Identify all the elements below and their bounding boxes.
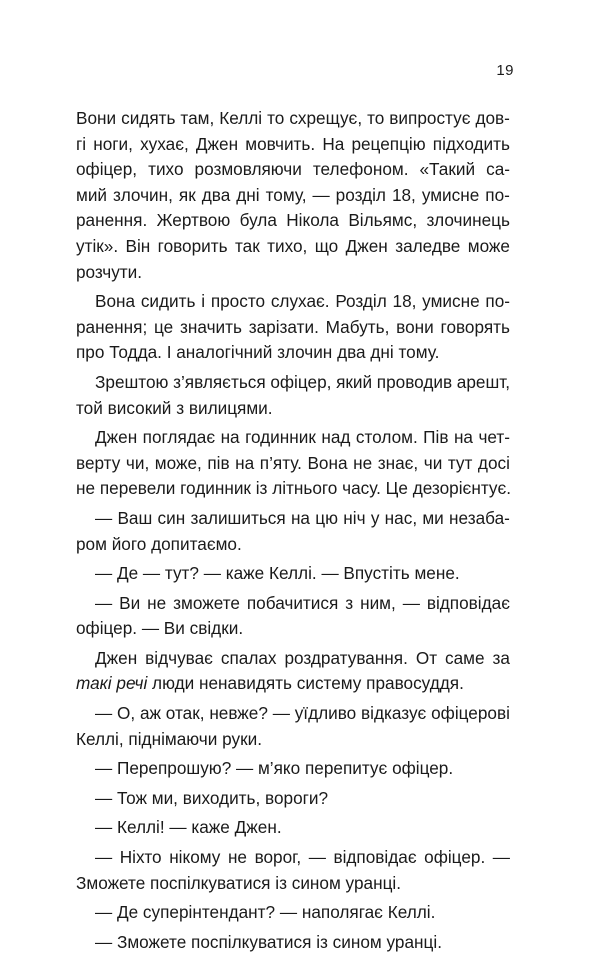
word: була — [239, 210, 277, 231]
word: у — [370, 507, 380, 528]
word: — — [312, 184, 330, 205]
word: сидять — [121, 108, 176, 128]
text-line — [76, 289, 510, 315]
word: просто — [210, 291, 266, 312]
word: 18, — [392, 291, 417, 312]
word: зарізати. — [248, 316, 319, 337]
word: два — [201, 184, 231, 205]
word: тому, — [265, 184, 307, 205]
word: говорять — [440, 316, 510, 337]
word: на — [453, 427, 473, 448]
word: — — [95, 703, 113, 724]
word: злочинець — [426, 210, 510, 231]
word: над — [321, 427, 351, 448]
word: — — [95, 847, 113, 868]
word: так — [234, 235, 260, 256]
word: — — [492, 847, 510, 868]
line-text: Зможете поспілкуватися із сином уранці. — [76, 872, 402, 893]
line-text: про Тодда. І аналогічний злочин два дні тому. — [76, 342, 440, 363]
word: відчуває — [145, 647, 213, 668]
word: Вільямс, — [348, 210, 418, 231]
text-line — [76, 786, 510, 812]
word: — — [308, 847, 326, 868]
word: От — [415, 647, 438, 668]
word: — — [95, 592, 113, 613]
body-text — [76, 106, 510, 955]
word: нас, — [384, 507, 418, 528]
text-line — [76, 476, 510, 502]
word: Вона — [307, 452, 348, 473]
text-line — [76, 183, 510, 209]
word: не — [227, 847, 247, 868]
word: залишиться — [190, 507, 286, 528]
word: і — [201, 291, 206, 312]
word: там, — [180, 108, 215, 128]
word: Джен — [345, 235, 388, 256]
word: — — [402, 592, 420, 613]
word: Вона — [95, 291, 136, 312]
word: чи, — [125, 452, 150, 473]
word: ним, — [360, 592, 396, 613]
word: цю — [315, 507, 339, 528]
word: невже? — [209, 703, 268, 724]
word: телефоном. — [312, 159, 409, 180]
word: як — [178, 184, 196, 205]
word: не — [147, 592, 167, 613]
word: Жертвою — [156, 210, 231, 231]
word: Ніхто — [119, 847, 162, 868]
word: незаба- — [449, 507, 510, 528]
line-text: — Зможете поспілкуватися із сином уранці. — [95, 931, 442, 952]
text-line — [76, 208, 510, 234]
word: «Такий — [419, 159, 476, 180]
word: схрещує, — [289, 108, 363, 128]
word: відповідає — [333, 847, 417, 868]
word: утік». — [76, 235, 119, 256]
word: досі — [477, 452, 510, 473]
line-text: люди ненавидять систему правосуддя. — [147, 673, 464, 694]
line-text: Келлі, піднімаючи руки. — [76, 728, 262, 749]
word: ворог, — [254, 847, 302, 868]
word: зможете — [173, 592, 240, 613]
word: не — [353, 452, 373, 473]
word: то — [367, 108, 385, 128]
word: О, — [116, 703, 136, 724]
word: Нікола — [286, 210, 339, 231]
word: тут — [447, 452, 473, 473]
word: п’яту. — [259, 452, 302, 473]
word: Розділ — [335, 291, 387, 312]
word: годинник — [245, 427, 316, 448]
text-line — [76, 106, 510, 132]
word: мовчить. — [245, 133, 316, 154]
word: Він — [125, 235, 151, 256]
word: заледве — [395, 235, 461, 256]
word: ранення. — [76, 210, 148, 231]
word: по- — [485, 184, 510, 205]
word: чет- — [478, 427, 510, 448]
word: слухає. — [270, 291, 330, 312]
word: на — [290, 507, 310, 528]
text-line — [76, 646, 510, 672]
word: це — [154, 316, 174, 337]
word: са- — [486, 159, 510, 180]
word: відказує — [361, 703, 427, 724]
text-line — [76, 561, 510, 587]
text-line — [76, 930, 510, 955]
word: може, — [154, 452, 202, 473]
word: підходить — [432, 133, 510, 154]
word: проводив — [376, 371, 453, 392]
word: офіцер. — [424, 847, 486, 868]
word: на — [235, 452, 255, 473]
line-text: той високий з вилицями. — [76, 397, 273, 418]
text-line — [76, 234, 510, 260]
line-text: розчути. — [76, 261, 143, 282]
word: ноги, — [93, 133, 133, 154]
line-text: офіцер. — Ви свідки. — [76, 618, 244, 639]
word: офіцер, — [270, 371, 332, 392]
text-line — [76, 396, 510, 422]
text-line — [76, 701, 510, 727]
text-line — [76, 157, 510, 183]
line-text: — Де — тут? — каже Келлі. — Впустіть мене. — [95, 563, 460, 584]
word: офіцер, — [76, 159, 138, 180]
text-line — [76, 340, 510, 366]
word: отак, — [165, 703, 205, 724]
word: розділ — [335, 184, 386, 205]
word: побачитися — [246, 592, 339, 613]
word: саме — [445, 647, 485, 668]
word: злочин, — [113, 184, 173, 205]
page-number: 19 — [496, 62, 514, 79]
word: аж — [139, 703, 161, 724]
word: 18, — [391, 184, 416, 205]
word: дов- — [475, 108, 510, 128]
word: умисне — [422, 291, 480, 312]
word: знає, — [377, 452, 419, 473]
word: значить — [180, 316, 242, 337]
word: рецепцію — [351, 133, 426, 154]
word: — — [272, 703, 290, 724]
line-text: — Де суперінтендант? — наполягає Келлі. — [95, 902, 436, 923]
word: столом. — [355, 427, 418, 448]
line-text: — Тож ми, виходить, вороги? — [95, 787, 329, 808]
word: Ви — [119, 592, 141, 613]
line-text: не перевели годинник із літнього часу. Це дезорієнтує. — [76, 478, 512, 499]
word: — — [95, 507, 113, 528]
text-line — [76, 132, 510, 158]
word: Келлі — [219, 108, 263, 128]
word: що — [314, 235, 339, 256]
line-text: — Келлі! — каже Джен. — [95, 817, 282, 838]
text-line — [76, 370, 510, 396]
italic-text: такі речі — [76, 673, 148, 694]
word: Ваш — [117, 507, 153, 528]
word: чи — [423, 452, 443, 473]
word: Джен — [95, 427, 138, 448]
word: син — [157, 507, 186, 528]
word: офіцерові — [431, 703, 510, 724]
line-text: ром його допитаємо. — [76, 533, 242, 554]
word: ніч — [343, 507, 366, 528]
word: говорить — [157, 235, 228, 256]
text-line — [76, 900, 510, 926]
text-line — [76, 671, 510, 697]
word: арешт, — [456, 371, 510, 392]
word: ми — [422, 507, 444, 528]
word: Вони — [76, 108, 117, 128]
word: тихо, — [267, 235, 308, 256]
word: який — [336, 371, 373, 392]
text-line — [76, 756, 510, 782]
word: то — [267, 108, 285, 128]
word: Джен — [195, 133, 239, 154]
word: дні — [236, 184, 260, 205]
word: верту — [76, 452, 121, 473]
word: Зрештою — [95, 371, 169, 392]
word: сидить — [140, 291, 196, 312]
word: пів — [207, 452, 230, 473]
word: ранення; — [76, 316, 148, 337]
text-line — [76, 506, 510, 532]
word: вони — [396, 316, 434, 337]
text-line — [76, 315, 510, 341]
word: по- — [485, 291, 510, 312]
word: Мабуть, — [325, 316, 390, 337]
word: уїдливо — [294, 703, 357, 724]
word: на — [220, 427, 240, 448]
word: Джен — [95, 647, 138, 668]
text-line — [76, 616, 510, 642]
text-line — [76, 451, 510, 477]
word: відповідає — [426, 592, 510, 613]
word: випростує — [389, 108, 471, 128]
word: з’являється — [173, 371, 266, 392]
word: Пів — [423, 427, 449, 448]
word: поглядає — [142, 427, 216, 448]
text-line — [76, 425, 510, 451]
word: мий — [76, 184, 108, 205]
word: тихо — [148, 159, 184, 180]
text-line — [76, 727, 510, 753]
word: розмовляючи — [194, 159, 302, 180]
word: На — [322, 133, 345, 154]
text-line — [76, 871, 510, 897]
word: умисне — [421, 184, 480, 205]
word: роздратування. — [284, 647, 408, 668]
word: хухає, — [140, 133, 189, 154]
word: може — [467, 235, 510, 256]
text-line — [76, 591, 510, 617]
line-text: — Перепрошую? — м’яко перепитує офіцер. — [95, 758, 454, 779]
word: спалах — [220, 647, 277, 668]
text-line — [76, 815, 510, 841]
text-line — [76, 532, 510, 558]
word: з — [345, 592, 354, 613]
word: гі — [76, 133, 87, 154]
text-line — [76, 260, 510, 286]
word: нікому — [169, 847, 221, 868]
word: за — [492, 647, 510, 668]
text-line — [76, 845, 510, 871]
